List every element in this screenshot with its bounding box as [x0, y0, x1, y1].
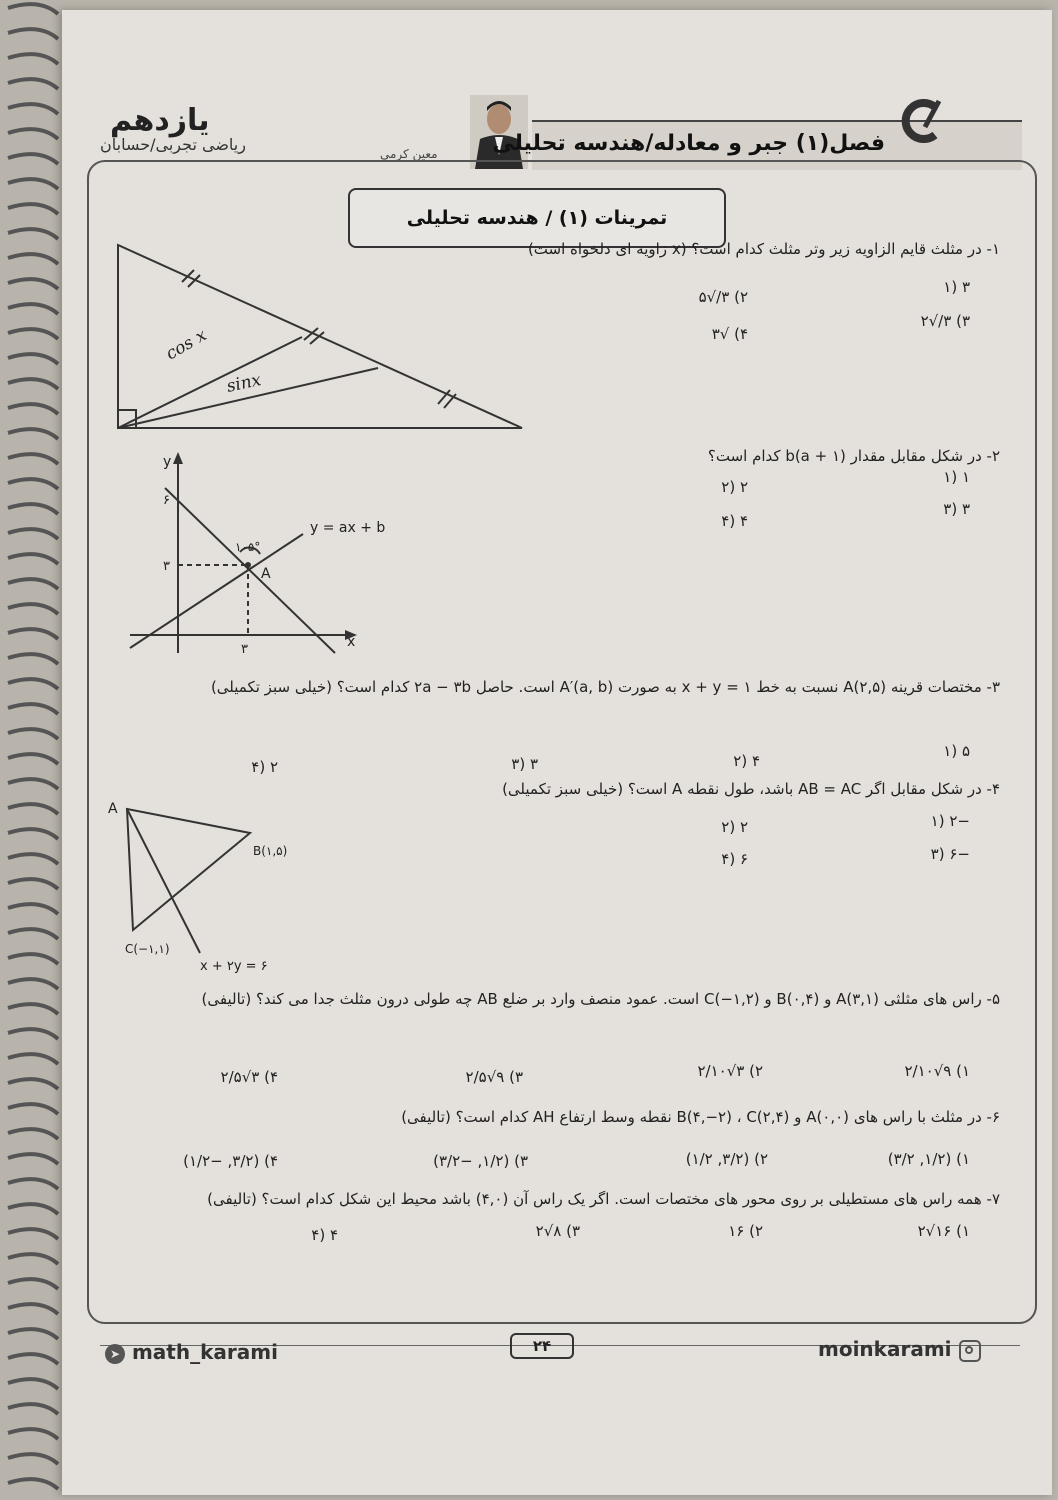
logo-icon [895, 97, 943, 145]
q1-label-cos: cos x [162, 325, 211, 365]
q1-label-sin: sinx [224, 370, 263, 397]
q7-option-4: ۴ (۴ [311, 1226, 338, 1244]
spiral-coil [8, 154, 58, 164]
spiral-coil [8, 604, 58, 614]
q2-point-a: A [261, 566, 271, 582]
spiral-coil [8, 54, 58, 64]
q1-triangle-figure [110, 240, 530, 435]
spiral-binding [0, 0, 62, 1500]
spiral-coil [8, 1029, 58, 1039]
q4-option-2: ۲ (۲ [721, 818, 748, 836]
spiral-coil [8, 1379, 58, 1389]
q3-option-2: ۴ (۲ [733, 752, 760, 770]
q2-line-equation: y = ax + b [310, 520, 386, 536]
q2-y-axis-label: y [163, 454, 172, 470]
q4-vertex-b: B(۱,۵) [253, 844, 288, 858]
q4-option-4: ۶ (۴ [721, 850, 748, 868]
q6-option-4: ۴) (۳/۲, −۱/۲) [183, 1152, 278, 1170]
q6-option-1: ۱) (۱/۲, ۳/۲) [887, 1150, 970, 1168]
spiral-coil [8, 1129, 58, 1139]
spiral-coil [8, 1229, 58, 1239]
q5-option-3: ۳) ۹√۲/۵ [465, 1068, 523, 1086]
spiral-coil [8, 1404, 58, 1414]
brand-subtitle: ریاضی تجربی/حسابان [100, 135, 246, 154]
spiral-coil [8, 1079, 58, 1089]
spiral-coil [8, 1154, 58, 1164]
spiral-coil [8, 379, 58, 389]
spiral-coil [8, 1254, 58, 1264]
q5-option-2: ۲) ۳√۲/۱۰ [697, 1062, 763, 1080]
q1-option-4: ۴) √۳ [711, 325, 748, 343]
author-signature: معین کرمی [380, 147, 438, 161]
question-6: ۶- در مثلث با راس های A(۰,۰) و B(۴,−۲) ، C(۲,۴) نقطه وسط ارتفاع AH کدام است؟ (تالیفی) [401, 1108, 1000, 1126]
spiral-coil [8, 879, 58, 889]
spiral-coil [8, 229, 58, 239]
q7-option-2: ۲) ۱۶ [728, 1222, 763, 1240]
spiral-coil [8, 679, 58, 689]
telegram-icon: ➤ [105, 1344, 125, 1364]
q2-y-tick-6: ۶ [163, 493, 170, 508]
spiral-coil [8, 304, 58, 314]
spiral-coil [8, 479, 58, 489]
question-7: ۷- همه راس های مستطیلی بر روی محور های مختصات است. اگر یک راس آن (۴,۰) باشد محیط این شکل کدام است؟ (تالیفی) [207, 1190, 1000, 1208]
q2-x-axis-label: x [347, 634, 356, 650]
spiral-coil [8, 454, 58, 464]
spiral-coil [8, 104, 58, 114]
spiral-coil [8, 654, 58, 664]
spiral-coil [8, 1204, 58, 1214]
page-number: ۲۴ [510, 1333, 574, 1359]
spiral-coil [8, 204, 58, 214]
spiral-coil [8, 1004, 58, 1014]
brand-title: یازدهم [110, 103, 210, 138]
spiral-coil [8, 179, 58, 189]
spiral-coil [8, 1104, 58, 1114]
spiral-coil [8, 29, 58, 39]
q7-option-1: ۱) ۱۶√۲ [917, 1222, 970, 1240]
q6-option-3: ۳) (۱/۲, −۳/۲) [433, 1152, 528, 1170]
chapter-title: فصل(۱) جبر و معادله/هندسه تحلیلی [492, 131, 885, 156]
spiral-coil [8, 579, 58, 589]
q4-option-1: −۲ (۱ [930, 812, 970, 830]
spiral-coil [8, 1279, 58, 1289]
spiral-coil [8, 1429, 58, 1439]
question-2: ۲- در شکل مقابل مقدار b(a + ۱) کدام است؟ [707, 447, 1000, 465]
spiral-coil [8, 754, 58, 764]
spiral-coil [8, 1354, 58, 1364]
spiral-coil [8, 129, 58, 139]
spiral-coil [8, 354, 58, 364]
q1-option-1: ۳ (۱ [943, 278, 970, 296]
telegram-handle: math_karami [131, 1340, 278, 1364]
question-4: ۴- در شکل مقابل اگر AB = AC باشد، طول نقطه A است؟ (خیلی سبز تکمیلی) [502, 780, 1000, 798]
q1-option-3: ۳) ۳/√۲ [920, 312, 970, 330]
spiral-coil [8, 504, 58, 514]
question-5: ۵- راس های مثلثی A(۳,۱) و B(۰,۴) و C(−۱,۲) است. عمود منصف وارد بر ضلع AB چه طولی درون مثلث جدا می کند؟ (تالیفی) [201, 990, 1000, 1008]
spiral-coil [8, 1329, 58, 1339]
q4-option-3: −۶ (۳ [930, 845, 970, 863]
spiral-coil [8, 429, 58, 439]
spiral-coil [8, 4, 58, 14]
q6-option-2: ۲) (۳/۲, ۱/۲) [685, 1150, 768, 1168]
q4-vertex-a: A [108, 801, 118, 817]
q5-option-4: ۴) ۳√۲/۵ [220, 1068, 278, 1086]
spiral-coil [8, 629, 58, 639]
spiral-coil [8, 854, 58, 864]
spiral-coil [8, 329, 58, 339]
q2-x-tick-3: ۳ [241, 642, 248, 657]
spiral-coil [8, 554, 58, 564]
q7-option-3: ۳) ۸√۲ [535, 1222, 580, 1240]
spiral-coil [8, 404, 58, 414]
spiral-coil [8, 1304, 58, 1314]
q4-triangle-figure [105, 795, 305, 975]
question-3: ۳- مختصات قرینه A(۲,۵) نسبت به خط x + y = ۱ به صورت A′(a, b) است. حاصل ۲a − ۳b کدام است؟ (خیلی سبز تکمیلی) [210, 678, 1000, 696]
q5-option-1: ۱) ۹√۲/۱۰ [904, 1062, 970, 1080]
spiral-coil [8, 804, 58, 814]
q3-option-4: ۲ (۴ [251, 758, 278, 776]
spiral-coil [8, 1054, 58, 1064]
instagram-icon [959, 1340, 981, 1362]
spiral-coil [8, 1479, 58, 1489]
spiral-coil [8, 279, 58, 289]
spiral-coil [8, 954, 58, 964]
question-1: ۱- در مثلث قایم الزاویه زیر وتر مثلث کدام است؟ (x زاویه ای دلخواه است) [527, 240, 1000, 258]
spiral-coil [8, 779, 58, 789]
q3-option-1: ۵ (۱ [943, 742, 970, 760]
q4-line-label: x + ۲y = ۶ [200, 959, 268, 974]
footer-instagram [818, 1337, 981, 1362]
spiral-coil [8, 929, 58, 939]
q1-option-2: ۲) ۳/√۵ [698, 288, 748, 306]
q2-option-2: ۲ (۲ [721, 478, 748, 496]
spiral-coil [8, 979, 58, 989]
spiral-coil [8, 704, 58, 714]
q2-option-1: ۱ (۱ [943, 468, 970, 486]
q2-option-3: ۳ (۳ [943, 500, 970, 518]
spiral-coil [8, 729, 58, 739]
spiral-coil [8, 529, 58, 539]
q4-vertex-c: C(−۱,۱) [125, 942, 170, 956]
spiral-coil [8, 1179, 58, 1189]
q2-option-4: ۴ (۴ [721, 512, 748, 530]
q2-y-tick-3: ۳ [163, 559, 170, 574]
section-title: تمرینات (۱) / هندسه تحلیلی [348, 188, 726, 248]
spiral-coil [8, 1454, 58, 1464]
q2-line-graph [125, 448, 395, 663]
q3-option-3: ۳ (۳ [511, 755, 538, 773]
instagram-handle: moinkarami [818, 1337, 952, 1361]
spiral-coil [8, 904, 58, 914]
footer-telegram [105, 1340, 278, 1364]
q2-angle-label: ۱۰۵° [235, 540, 261, 554]
spiral-coil [8, 829, 58, 839]
spiral-coil [8, 254, 58, 264]
spiral-coil [8, 79, 58, 89]
